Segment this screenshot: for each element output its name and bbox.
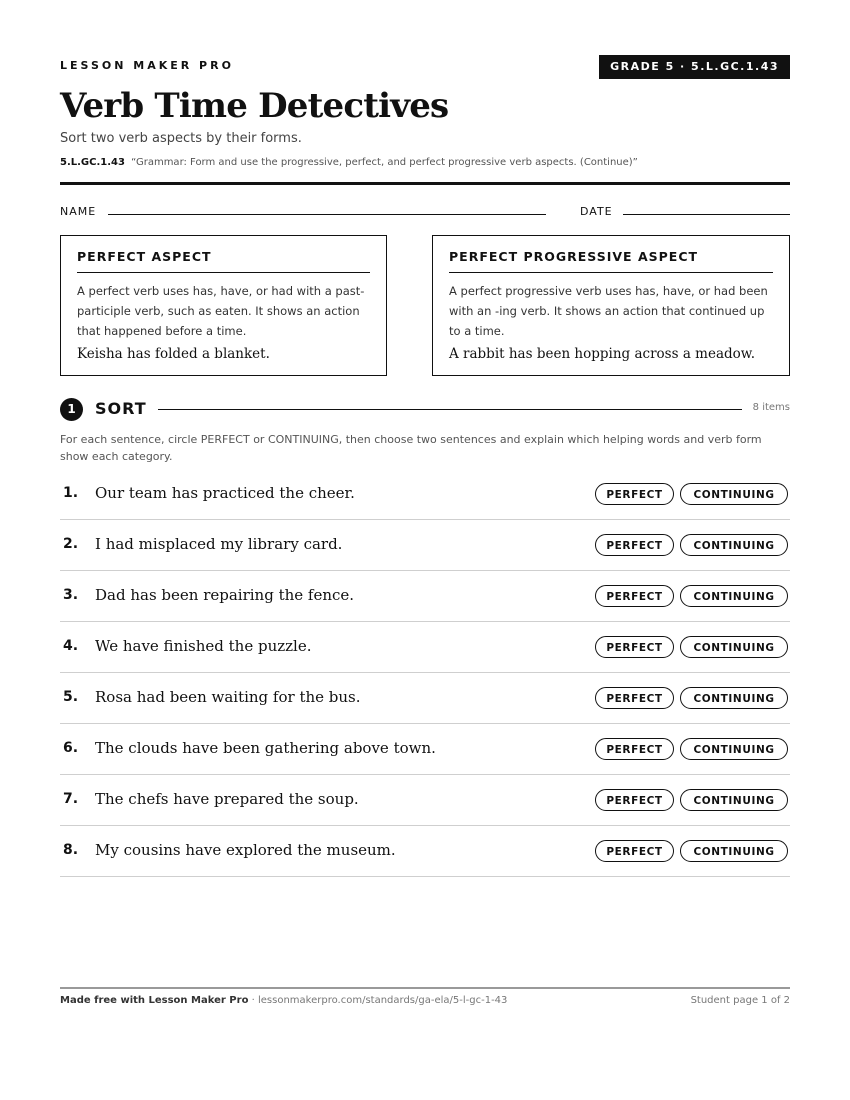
item-number: 5. — [63, 689, 79, 705]
box-heading: PERFECT ASPECT — [77, 249, 370, 273]
sort-item — [60, 571, 790, 622]
header-divider — [60, 182, 790, 185]
name-label: NAME — [60, 205, 97, 218]
item-sentence: We have finished the puzzle. — [95, 637, 312, 655]
sort-section-header — [60, 398, 790, 420]
perfect-aspect-box — [60, 235, 387, 376]
worksheet-title: Verb Time Detectives — [60, 86, 449, 126]
footer-url[interactable]: lessonmakerpro.com/standards/ga-ela/5-l-gc-1-43 — [257, 995, 508, 1006]
date-label: DATE — [580, 205, 613, 218]
standard-code: 5.L.GC.1.43 — [60, 157, 125, 168]
perfect-option[interactable]: PERFECT — [595, 840, 674, 862]
brand-name: LESSON MAKER PRO — [60, 59, 234, 72]
perfect-option[interactable]: PERFECT — [595, 738, 674, 760]
perfect-option[interactable]: PERFECT — [595, 687, 674, 709]
item-number: 1. — [63, 485, 79, 501]
perfect-option[interactable]: PERFECT — [595, 789, 674, 811]
item-number: 8. — [63, 842, 79, 858]
sort-item — [60, 469, 790, 520]
date-field[interactable] — [623, 214, 790, 215]
perfect-progressive-aspect-box — [432, 235, 790, 376]
continuing-option[interactable]: CONTINUING — [680, 789, 788, 811]
section-number-badge: 1 — [60, 398, 83, 421]
box-example: A rabbit has been hopping across a meadow. — [449, 346, 756, 362]
item-sentence: I had misplaced my library card. — [95, 535, 343, 553]
item-number: 2. — [63, 536, 79, 552]
footer-made-with: Made free with Lesson Maker Pro — [60, 995, 249, 1006]
item-sentence: Dad has been repairing the fence. — [95, 586, 355, 604]
footer-credit — [60, 995, 507, 1006]
standard-line — [60, 157, 638, 168]
box-heading: PERFECT PROGRESSIVE ASPECT — [449, 249, 773, 273]
box-description: A perfect verb uses has, have, or had with a past-participle verb, such as eaten. It shows an action that happened before a time. — [77, 284, 365, 338]
box-description: A perfect progressive verb uses has, have, or had been with an -ing verb. It shows an action that continued up to a time. — [449, 284, 768, 338]
perfect-option[interactable]: PERFECT — [595, 534, 674, 556]
sort-item-list — [60, 469, 790, 877]
footer-divider — [60, 987, 790, 989]
item-sentence: My cousins have explored the museum. — [95, 841, 396, 859]
perfect-option[interactable]: PERFECT — [595, 483, 674, 505]
item-sentence: Rosa had been waiting for the bus. — [95, 688, 361, 706]
sort-item — [60, 826, 790, 877]
sort-item — [60, 622, 790, 673]
section-instructions: For each sentence, circle PERFECT or CONTINUING, then choose two sentences and explain which helping words and verb form show each category. — [60, 433, 762, 463]
continuing-option[interactable]: CONTINUING — [680, 534, 788, 556]
sort-item — [60, 520, 790, 571]
continuing-option[interactable]: CONTINUING — [680, 687, 788, 709]
item-number: 4. — [63, 638, 79, 654]
top-bar — [60, 55, 790, 79]
continuing-option[interactable]: CONTINUING — [680, 585, 788, 607]
perfect-option[interactable]: PERFECT — [595, 636, 674, 658]
continuing-option[interactable]: CONTINUING — [680, 483, 788, 505]
sort-item — [60, 724, 790, 775]
continuing-option[interactable]: CONTINUING — [680, 738, 788, 760]
standard-text: “Grammar: Form and use the progressive, perfect, and perfect progressive verb aspects. (Continue)” — [131, 157, 638, 168]
perfect-option[interactable]: PERFECT — [595, 585, 674, 607]
name-field[interactable] — [108, 214, 546, 215]
item-sentence: The clouds have been gathering above town. — [95, 739, 436, 757]
worksheet-subtitle: Sort two verb aspects by their forms. — [60, 131, 302, 146]
continuing-option[interactable]: CONTINUING — [680, 840, 788, 862]
item-number: 3. — [63, 587, 79, 603]
item-count: 8 items — [752, 402, 790, 413]
sort-item — [60, 775, 790, 826]
sort-item — [60, 673, 790, 724]
page-indicator: Student page 1 of 2 — [690, 995, 790, 1006]
section-divider — [158, 409, 742, 410]
footer-separator: · — [248, 995, 258, 1006]
continuing-option[interactable]: CONTINUING — [680, 636, 788, 658]
item-sentence: The chefs have prepared the soup. — [95, 790, 359, 808]
section-title: SORT — [95, 399, 147, 418]
grade-badge: GRADE 5 · 5.L.GC.1.43 — [599, 55, 790, 79]
worksheet-page — [60, 0, 790, 1100]
item-number: 7. — [63, 791, 79, 807]
box-example: Keisha has folded a blanket. — [77, 346, 270, 362]
item-number: 6. — [63, 740, 79, 756]
item-sentence: Our team has practiced the cheer. — [95, 484, 355, 502]
